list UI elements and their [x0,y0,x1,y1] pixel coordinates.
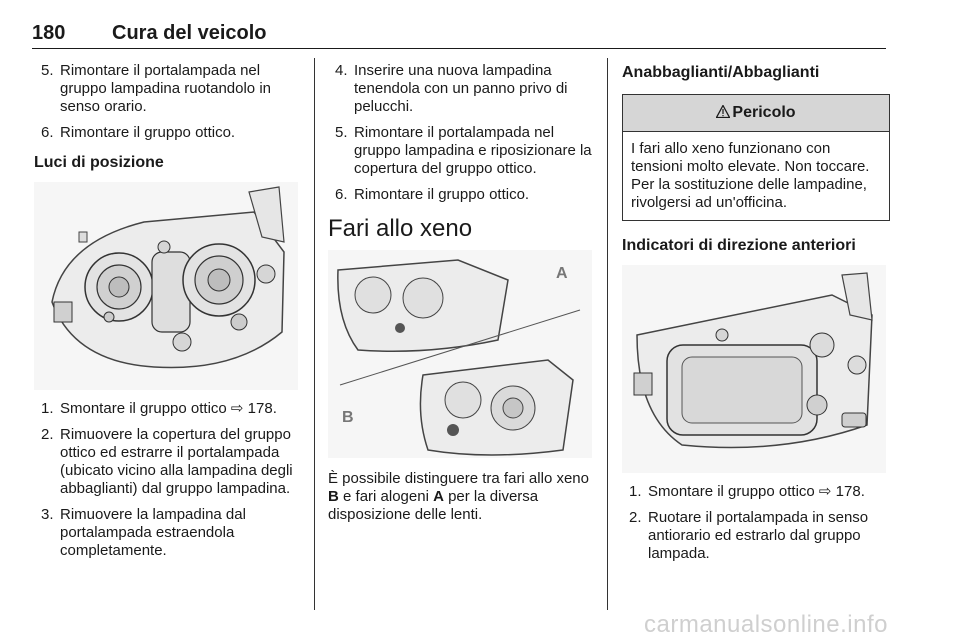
steps-list [34,62,302,142]
page-title: Cura del veicolo [112,22,267,44]
steps-list [622,483,890,563]
section-heading: Fari allo xeno [328,215,473,242]
label-a: A [433,488,444,505]
list-item [622,483,890,501]
watermark: carmanualsonline.info [644,611,888,638]
paragraph-text: e fari alogeni [338,488,434,505]
step-number: 4. [335,62,348,79]
step-text: Rimontare il portalampada nel gruppo lampadina ruotandolo in senso orario. [60,62,271,115]
column-1 [34,62,302,568]
section-heading: Indicatori di direzione anteriori [622,237,856,254]
turn-signal-figure [622,265,886,473]
list-item [622,509,890,563]
label-b: B [328,488,339,505]
step-number: 6. [41,124,54,141]
list-item [328,124,596,178]
warning-triangle-icon [716,105,730,118]
step-number: 2. [629,509,642,526]
step-text: Rimuovere la lampadina dal portalampada estraendola completamente. [60,506,246,559]
list-item [34,62,302,116]
step-number: 5. [335,124,348,141]
warning-title: Pericolo [732,104,796,121]
warning-text: I fari allo xeno funzionano con tensioni molto elevate. Non toccare. Per la sostituzione delle lampadine, rivolgersi ad un'officina. [631,140,870,211]
section-heading: Anabbaglianti/Abbaglianti [622,64,820,81]
step-text: Rimuovere la copertura del gruppo ottico ed estrarre il portalampada (ubicato vicino alla lampadina degli abbaglianti) dal gruppo lampadina. [60,426,293,497]
page-number: 180 [32,22,66,44]
column-2 [328,62,596,524]
list-item [34,506,302,560]
step-number: 1. [41,400,54,417]
paragraph-text: per la diversa disposizione delle lenti. [328,488,539,523]
step-number: 3. [41,506,54,523]
paragraph [328,470,596,524]
list-item [34,400,302,418]
figure-label-b: B [342,409,354,426]
column-divider [607,58,608,610]
step-text: Rimontare il gruppo ottico. [354,186,530,203]
steps-list [328,62,596,204]
list-item [328,62,596,116]
figure-label-a: A [556,265,568,282]
list-item [34,426,302,498]
step-text: Rimontare il gruppo ottico. [60,124,236,141]
step-number: 6. [335,186,348,203]
steps-list [34,400,302,560]
column-3 [622,62,890,571]
list-item [328,186,596,204]
paragraph-text: È possibile distinguere tra fari allo xeno [328,470,589,487]
xeno-vs-halogen-figure [328,250,592,458]
list-item [34,124,302,142]
step-text: Inserire una nuova lampadina tenendola con un panno privo di pelucchi. [354,62,568,115]
section-heading: Luci di posizione [34,154,164,171]
step-number: 5. [41,62,54,79]
step-text: Rimontare il portalampada nel gruppo lampadina e riposizionare la copertura del gruppo ottico. [354,124,592,177]
step-text: Ruotare il portalampada in senso antiorario ed estrarlo dal gruppo lampada. [648,509,869,562]
step-text: Smontare il gruppo ottico ⇨ 178. [60,400,277,417]
step-number: 1. [629,483,642,500]
step-number: 2. [41,426,54,443]
page-header [32,18,886,49]
column-divider [314,58,315,610]
position-light-figure [34,182,298,390]
warning-box [622,94,890,221]
step-text: Smontare il gruppo ottico ⇨ 178. [648,483,865,500]
warning-header [623,95,889,132]
